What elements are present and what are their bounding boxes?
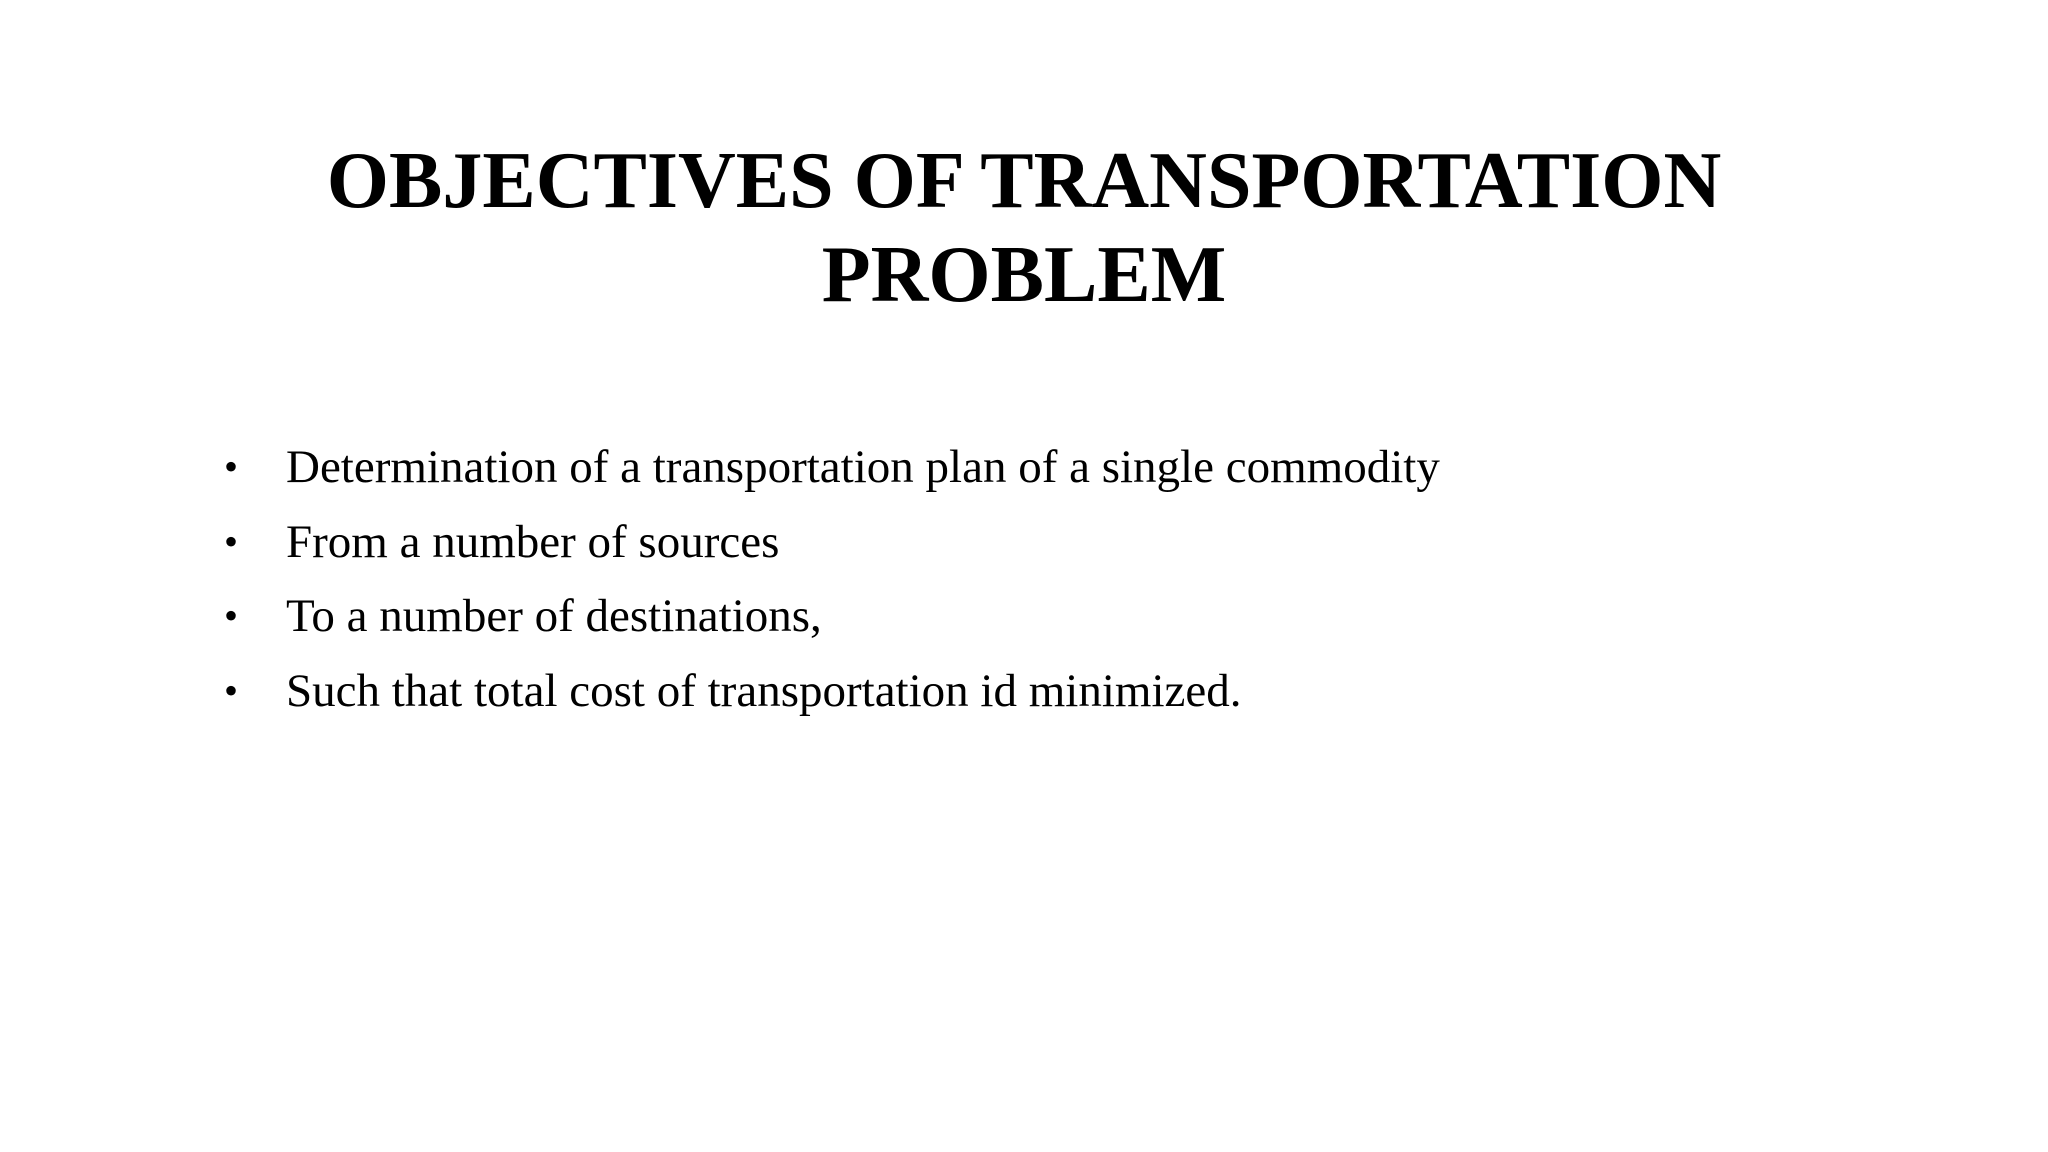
bullet-list <box>224 430 1440 728</box>
title-line-2: PROBLEM <box>821 231 1227 319</box>
bullet-text: To a number of destinations, <box>286 590 822 642</box>
bullet-item-1 <box>224 430 1440 505</box>
bullet-item-4 <box>224 654 1440 729</box>
slide-title <box>0 134 2048 322</box>
bullet-icon: • <box>224 667 239 713</box>
bullet-text: Determination of a transportation plan of a single commodity <box>286 441 1440 493</box>
bullet-text: Such that total cost of transportation id minimized. <box>286 664 1242 717</box>
title-line-1: OBJECTIVES OF TRANSPORTATION <box>326 137 1722 225</box>
bullet-text: From a number of sources <box>286 515 780 568</box>
bullet-item-2 <box>224 505 1440 580</box>
bullet-icon: • <box>224 444 239 489</box>
bullet-icon: • <box>224 518 239 564</box>
bullet-item-3 <box>224 579 1440 654</box>
bullet-icon: • <box>224 593 239 638</box>
